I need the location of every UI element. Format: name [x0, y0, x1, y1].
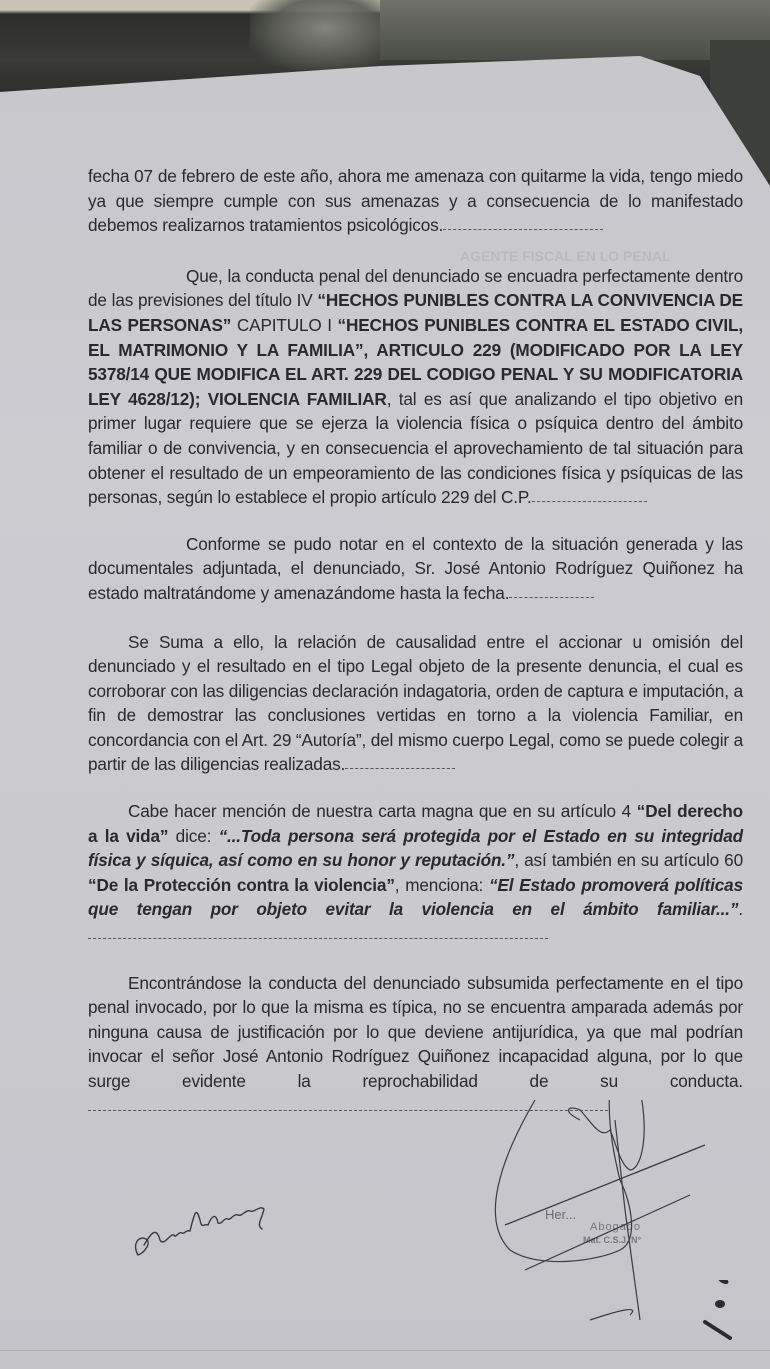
paragraph-text: Encontrándose la conducta del denunciado subsumida perfectamente en el tipo penal invocado, por lo que la misma es típica, no se encuentra amparada además por ninguna causa de justificación por lo que deviene antijurídica, ya que mal podrían invocar el señor José Antonio Rodríguez Quiñonez incapacidad alguna, por lo que surge evidente la reprochabilidad de su conducta. [88, 972, 743, 1091]
paragraph-text: Que, la conducta penal del denunciado se encuadra perfectamente dentro de las previsiones del título IV [88, 265, 743, 311]
article-reference-bold: “HECHOS PUNIBLES CONTRA EL ESTADO CIVIL, EL MATRIMONIO Y LA FAMILIA”, ARTICULO 229 (MODIFICADO POR LA LEY 5378/14 QUE MODIFICA EL ART. 229 DEL CODIGO PENAL Y SU MODIFICATORIA LEY 4628/12); VIOLENCIA FAMILIAR [88, 314, 744, 409]
paragraph-text: Se Suma a ello, la relación de causalidad entre el accionar u omisión del denunciado y el resultado en el tipo Legal objeto de la presente denuncia, el cual es corroborar con las diligencias declaración indagatoria, orden de captura e imputación, a fin de demostrar las conclusiones vertidas en torno a la violencia Familiar, en concordancia con el Art. 29 “Autoría”, del mismo cuerpo Legal, como se puede colegir a partir de las diligencias realizadas. [88, 631, 743, 775]
constitution-article-title: “Del derecho a la vida” [88, 801, 743, 846]
paragraph-text: Cabe hacer mención de nuestra carta magna que en su artículo 4 [128, 801, 637, 822]
paragraph-text: , tal es así que analizando el tipo objetivo en primer lugar requiere que se ejerza la violencia física o psíquica dentro del ámbito familiar o de convivencia, y en consecuencia el aprovechamiento de tal situación para obtener el resultado de un empeoramiento de las condiciones física y psíquicas de las personas, según lo establece el propio artículo 229 del C.P. [88, 388, 743, 508]
paragraph-text: , menciona: [394, 874, 489, 895]
filler-dashes [88, 932, 548, 939]
constitution-article-title: “De la Protección contra la violencia” [88, 874, 395, 895]
paragraph-1 [88, 264, 743, 510]
page-bottom-edge [0, 1350, 770, 1351]
background-surface-highlight [250, 0, 400, 70]
paragraph-text: fecha 07 de febrero de este año, ahora me amenaza con quitarme la vida, tengo miedo ya que siempre cumple con sus amenazas y a consecuencia de lo manifestado debemos realizarnos tratamientos psicológicos. [88, 166, 743, 236]
constitution-quote: “...Toda persona será protegida por el Estado en su integridad física y síquica, así como en su honor y reputación.” [88, 825, 743, 871]
filler-dashes [345, 762, 455, 769]
constitution-quote: “El Estado promoverá políticas que tengan por objeto evitar la violencia en el ámbito familiar...” [88, 874, 743, 920]
title-reference-bold: “HECHOS PUNIBLES CONTRA LA CONVIVENCIA DE LAS PERSONAS” [88, 290, 743, 335]
paragraph-text: CAPITULO I [231, 314, 338, 335]
stamp-title: Abogado [590, 1221, 642, 1233]
paragraph-text: , así también en su artículo 60 [514, 850, 743, 871]
paragraph-text: dice: [168, 825, 219, 846]
lawyer-signature [480, 1100, 720, 1340]
paragraph-text: Conforme se pudo notar en el contexto de la situación generada y las documentales adjuntada, el denunciado, Sr. José Antonio Rodríguez Quiñonez ha estado maltratándome y amenazándome hasta la fecha. [88, 533, 743, 603]
paragraph-4 [88, 799, 743, 947]
document-body [88, 164, 743, 1140]
paragraph-text: . [738, 899, 743, 920]
paragraph-2 [88, 532, 743, 606]
ink-marks [700, 1280, 770, 1360]
paragraph-0 [88, 164, 743, 238]
bleed-through-text: AGENTE FISCAL EN LO PENAL [460, 248, 671, 264]
complainant-signature [130, 1195, 280, 1265]
filler-dashes [509, 591, 594, 598]
stamp-name: Her... [545, 1207, 577, 1222]
paragraph-3 [88, 630, 743, 778]
paragraph-5 [88, 971, 743, 1119]
filler-dashes [443, 223, 603, 230]
stamp-registration: Mat. C.S.J. N° [583, 1235, 642, 1245]
filler-dashes [532, 495, 647, 502]
